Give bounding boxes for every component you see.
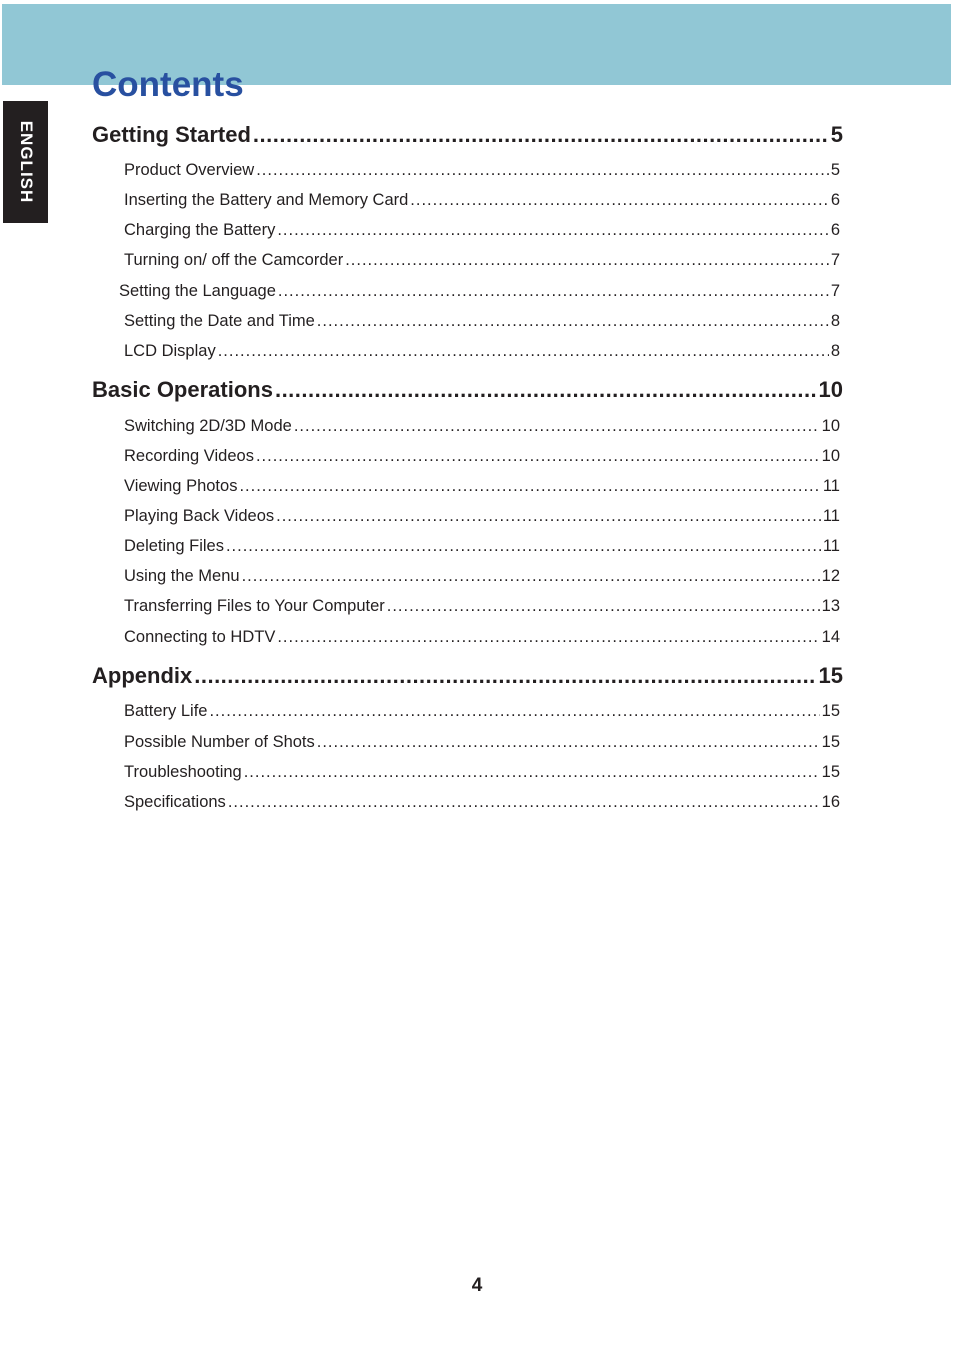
toc-section-appendix[interactable] xyxy=(92,662,843,690)
toc-entry-page: 14 xyxy=(821,628,840,646)
dot-leader xyxy=(387,595,820,617)
toc-entry-inserting-battery[interactable] xyxy=(124,189,840,211)
dot-leader xyxy=(228,791,820,813)
toc-entry-using-menu[interactable] xyxy=(124,565,840,587)
toc-entry-specifications[interactable] xyxy=(124,791,840,813)
toc-entry-transferring-files[interactable] xyxy=(124,595,840,617)
dot-leader xyxy=(317,310,829,332)
toc-section-title: Basic Operations xyxy=(92,377,273,402)
dot-leader xyxy=(209,700,819,722)
toc-entry-charging-battery[interactable] xyxy=(124,219,840,241)
toc-entry-label: Recording Videos xyxy=(124,447,254,465)
toc-entry-page: 11 xyxy=(822,477,840,495)
dot-leader xyxy=(253,121,829,149)
dot-leader xyxy=(278,280,829,302)
page-title: Contents xyxy=(92,65,244,104)
toc-entry-label: Battery Life xyxy=(124,702,208,720)
toc-entry-setting-language[interactable] xyxy=(119,280,840,302)
toc-entry-label: Transferring Files to Your Computer xyxy=(124,597,385,615)
toc-entry-page: 7 xyxy=(830,282,840,300)
toc-entry-label: Deleting Files xyxy=(124,537,224,555)
toc-section-getting-started[interactable] xyxy=(92,121,843,149)
toc-entry-page: 13 xyxy=(821,597,840,615)
toc-entry-label: Troubleshooting xyxy=(124,763,242,781)
toc-entry-label: Connecting to HDTV xyxy=(124,628,276,646)
toc-entry-product-overview[interactable] xyxy=(124,159,840,181)
toc-entry-page: 15 xyxy=(821,763,840,781)
toc-entry-label: Using the Menu xyxy=(124,567,240,585)
toc-entry-page: 11 xyxy=(822,537,840,555)
language-tab xyxy=(3,101,48,223)
dot-leader xyxy=(277,219,828,241)
toc-entry-possible-shots[interactable] xyxy=(124,731,840,753)
dot-leader xyxy=(256,159,829,181)
toc-section-page: 15 xyxy=(818,663,843,688)
toc-entry-page: 6 xyxy=(830,191,840,209)
toc-section-title: Getting Started xyxy=(92,122,251,147)
toc-entry-page: 11 xyxy=(822,507,840,525)
toc-entry-page: 10 xyxy=(821,417,840,435)
toc-entry-troubleshooting[interactable] xyxy=(124,761,840,783)
toc-section-page: 5 xyxy=(830,122,843,147)
dot-leader xyxy=(345,249,829,271)
toc-entry-setting-date-time[interactable] xyxy=(124,310,840,332)
toc-entry-lcd-display[interactable] xyxy=(124,340,840,362)
toc-section-basic-operations[interactable] xyxy=(92,376,843,404)
toc-entry-page: 8 xyxy=(830,312,840,330)
dot-leader xyxy=(275,376,817,404)
toc-entry-page: 10 xyxy=(821,447,840,465)
toc-entry-page: 15 xyxy=(821,702,840,720)
language-tab-label: ENGLISH xyxy=(16,120,36,204)
toc-entry-turning-on-off[interactable] xyxy=(124,249,840,271)
toc-section-page: 10 xyxy=(818,377,843,402)
toc-entry-label: Charging the Battery xyxy=(124,221,276,239)
toc-entry-label: Specifications xyxy=(124,793,226,811)
toc-section-title: Appendix xyxy=(92,663,193,688)
toc-entry-label: Turning on/ off the Camcorder xyxy=(124,251,344,269)
toc-entry-label: Playing Back Videos xyxy=(124,507,275,525)
toc-entry-recording-videos[interactable] xyxy=(124,445,840,467)
toc-entry-page: 8 xyxy=(830,342,840,360)
toc-entry-connecting-hdtv[interactable] xyxy=(124,626,840,648)
dot-leader xyxy=(256,445,820,467)
toc-entry-label: LCD Display xyxy=(124,342,216,360)
toc-entry-page: 7 xyxy=(830,251,840,269)
toc-entry-viewing-photos[interactable] xyxy=(124,475,840,497)
toc-entry-label: Inserting the Battery and Memory Card xyxy=(124,191,409,209)
toc-entry-label: Setting the Date and Time xyxy=(124,312,315,330)
toc-entry-label: Viewing Photos xyxy=(124,477,238,495)
dot-leader xyxy=(194,662,816,690)
dot-leader xyxy=(244,761,820,783)
toc-entry-page: 5 xyxy=(830,161,840,179)
dot-leader xyxy=(317,731,820,753)
toc-entry-label: Switching 2D/3D Mode xyxy=(124,417,292,435)
toc-entry-page: 16 xyxy=(821,793,840,811)
toc-entry-page: 12 xyxy=(821,567,840,585)
dot-leader xyxy=(410,189,829,211)
dot-leader xyxy=(239,475,820,497)
dot-leader xyxy=(276,505,821,527)
dot-leader xyxy=(277,626,819,648)
page-number: 4 xyxy=(471,1275,483,1296)
toc-entry-label: Setting the Language xyxy=(119,282,276,300)
dot-leader xyxy=(242,565,820,587)
toc-entry-playing-back-videos[interactable] xyxy=(124,505,840,527)
toc-entry-page: 15 xyxy=(821,733,840,751)
dot-leader xyxy=(294,415,820,437)
toc-entry-label: Possible Number of Shots xyxy=(124,733,315,751)
toc-entry-page: 6 xyxy=(830,221,840,239)
toc-entry-deleting-files[interactable] xyxy=(124,535,840,557)
dot-leader xyxy=(226,535,821,557)
toc-entry-switching-mode[interactable] xyxy=(124,415,840,437)
dot-leader xyxy=(218,340,829,362)
toc-entry-label: Product Overview xyxy=(124,161,255,179)
toc-entry-battery-life[interactable] xyxy=(124,700,840,722)
